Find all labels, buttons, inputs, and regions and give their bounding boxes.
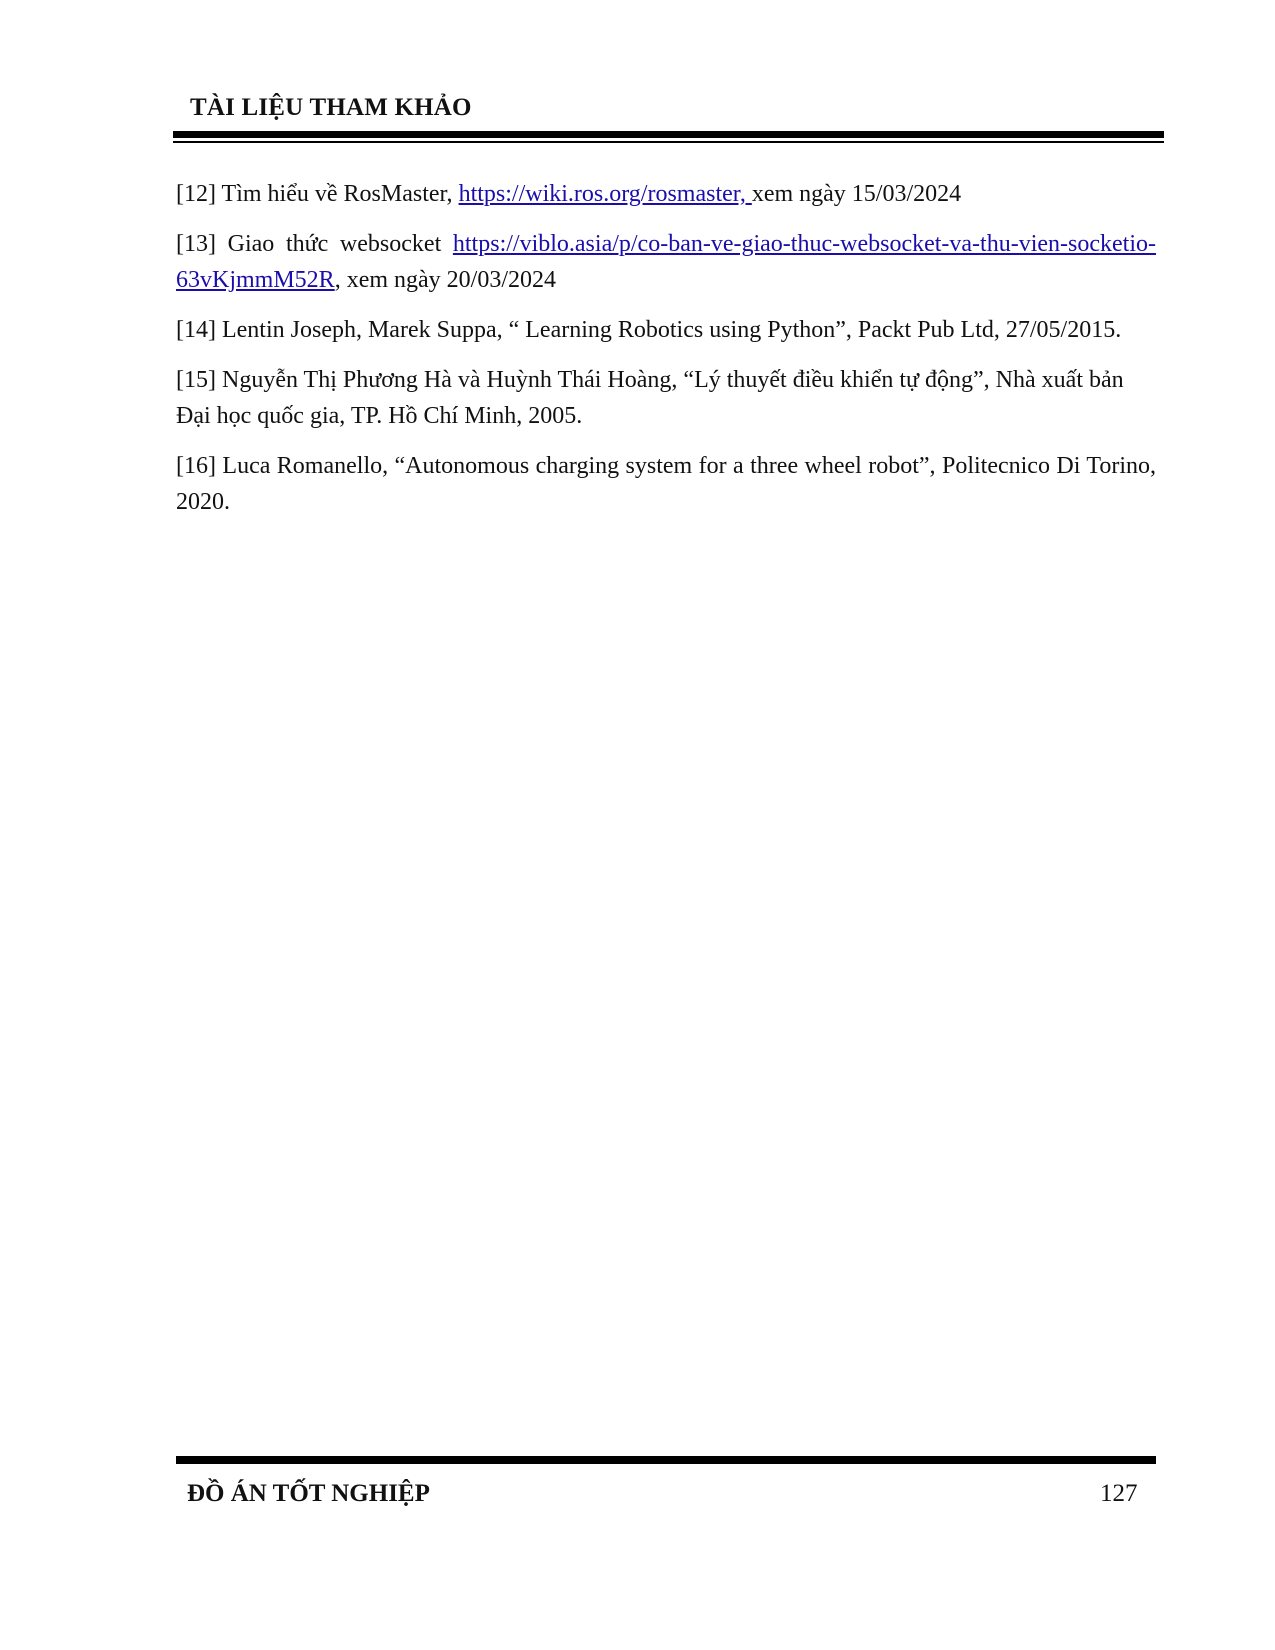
reference-item-15 [176, 362, 1156, 434]
reference-item-13 [176, 226, 1156, 298]
footer-title: ĐỒ ÁN TỐT NGHIỆP [187, 1480, 430, 1507]
reference-text: [15] Nguyễn Thị Phương Hà và Huỳnh Thái Hoàng, “Lý thuyết điều khiển tự động”, Nhà xuất bản Đại học quốc gia, TP. Hồ Chí Minh, 2005. [176, 367, 1124, 429]
reference-text-suffix: , xem ngày 20/03/2024 [334, 267, 556, 293]
reference-text: [16] Luca Romanello, “Autonomous charging system for a three wheel robot”, Politecnico Di Torino, 2020. [176, 453, 1156, 515]
reference-item-14 [176, 312, 1156, 348]
footer-rule [176, 1456, 1156, 1464]
reference-text: [12] Tìm hiểu về RosMaster, [176, 181, 459, 207]
reference-link-rosmaster[interactable]: https://wiki.ros.org/rosmaster, [458, 181, 752, 207]
header-rule-thin [173, 141, 1164, 143]
reference-item-16 [176, 448, 1156, 520]
reference-list [176, 176, 1156, 534]
page-number: 127 [1100, 1480, 1138, 1507]
reference-link-websocket[interactable]: https://viblo.asia/p/co-ban-ve-giao-thuc-websocket-va-thu-vien-socketio-63vKjmmM52R [176, 231, 1156, 293]
header-rule-thick [173, 131, 1164, 138]
section-title: TÀI LIỆU THAM KHẢO [190, 94, 472, 121]
reference-text-suffix: xem ngày 15/03/2024 [751, 181, 962, 207]
reference-item-12 [176, 176, 1156, 212]
reference-text: [13] Giao thức websocket [176, 231, 453, 257]
reference-text: [14] Lentin Joseph, Marek Suppa, “ Learning Robotics using Python”, Packt Pub Ltd, 27/05/2015. [176, 317, 1122, 343]
